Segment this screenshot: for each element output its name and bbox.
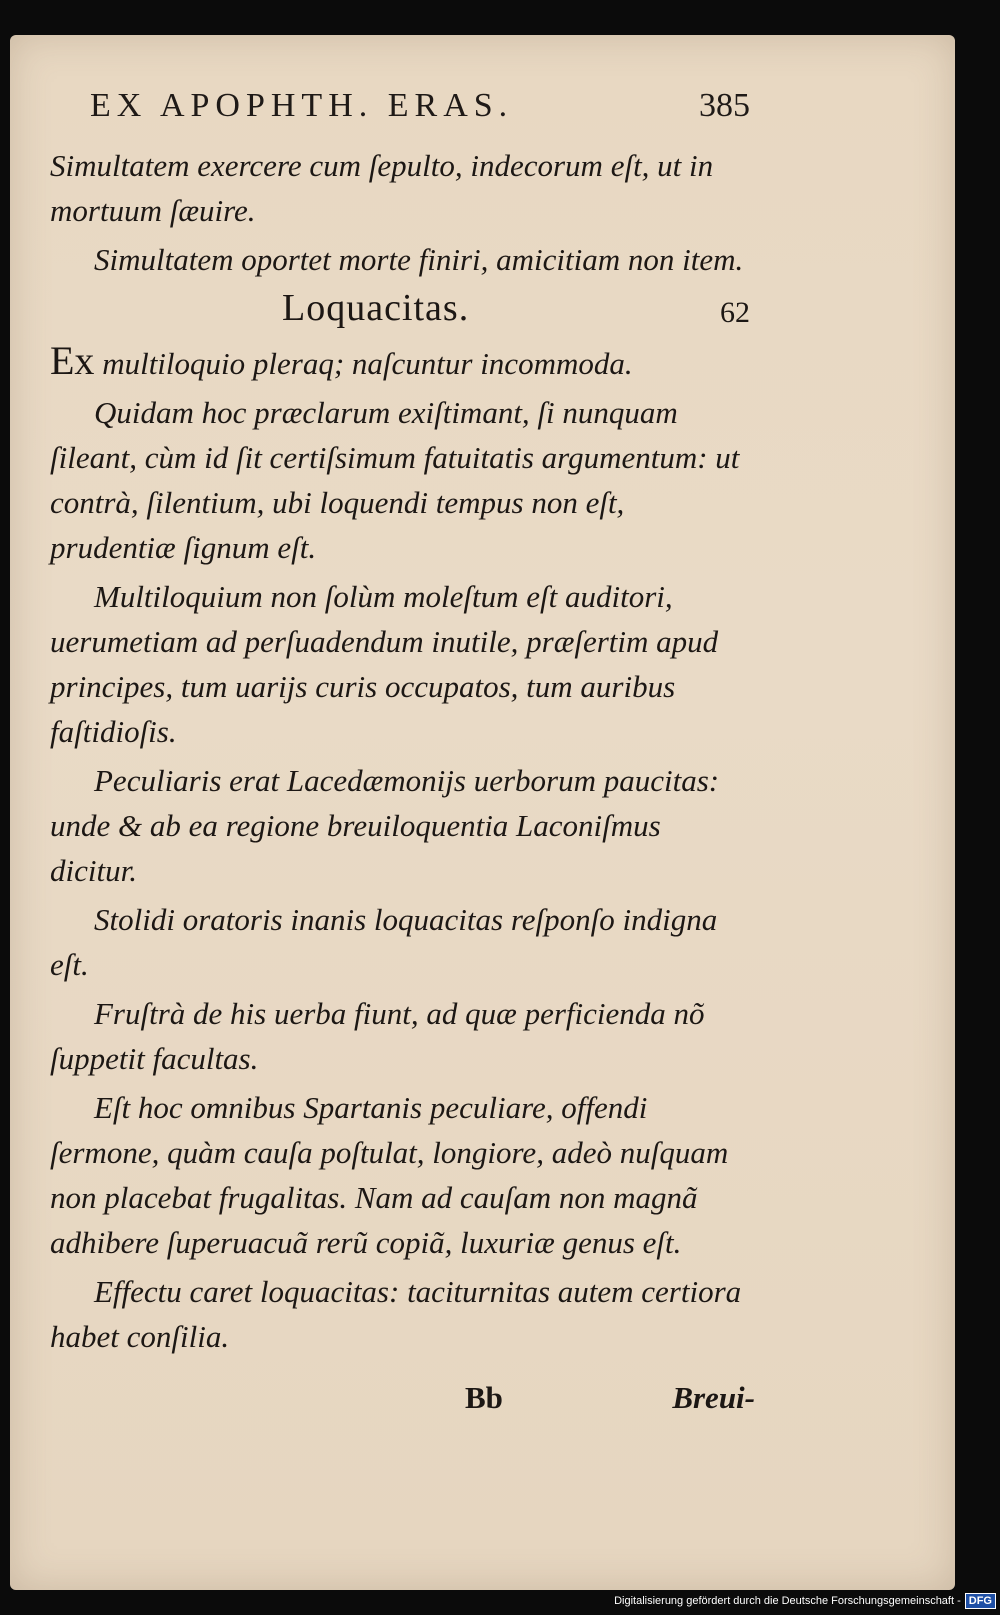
page-header (80, 87, 760, 137)
section-heading (50, 286, 750, 338)
catchword: Breui- (672, 1380, 755, 1415)
book-page (10, 35, 955, 1590)
running-head: EX APOPHTH. ERAS. (90, 87, 514, 124)
dfg-logo: DFG (965, 1593, 996, 1609)
paragraph-4: Quidam hoc præclarum exiſtimant, ſi nunquam ſileant, cùm id ſit certiſsimum fatuitatis argumentum: ut contrà, ſilentium, ubi loquendi tempus non eſt, prudentiæ ſignum eſt. (50, 395, 740, 565)
drop-cap: Ex (50, 338, 95, 383)
signature-mark: Bb (465, 1380, 503, 1415)
digitization-credit (614, 1591, 996, 1611)
credit-text: Digitalisierung gefördert durch die Deutsche Forschungsgemeinschaft - (614, 1595, 961, 1607)
page-text (50, 143, 750, 1363)
section-number: 62 (720, 296, 750, 329)
paragraph-3 (50, 338, 750, 386)
paragraph-6: Peculiaris erat Lacedæmonijs uerborum paucitas: unde & ab ea regione breuiloquentia Laconiſmus dicitur. (50, 763, 720, 888)
paragraph-8: Fruſtrà de his uerba fiunt, ad quæ perficienda nõ ſuppetit facultas. (50, 996, 705, 1076)
paragraph-7: Stolidi oratoris inanis loquacitas reſponſo indigna eſt. (50, 902, 718, 982)
page-number: 385 (699, 87, 750, 124)
paragraph-3-text: multiloquio pleraq; naſcuntur incommoda. (94, 346, 633, 381)
paragraph-9: Eſt hoc omnibus Spartanis peculiare, offendi ſermone, quàm cauſa poſtulat, longiore, adeò nuſquam non placebat frugalitas. Nam ad cauſam non magnã adhibere ſuperuacuã rerũ copiã, luxuriæ genus eſt. (50, 1090, 729, 1260)
section-title: Loquacitas. (282, 287, 470, 329)
paragraph-2: Simultatem oportet morte finiri, amicitiam non item. (94, 242, 744, 277)
paragraph-5: Multiloquium non ſolùm moleſtum eſt auditori, uerumetiam ad perſuadendum inutile, præſertim apud principes, tum uarijs curis occupatos, tum auribus faſtidioſis. (50, 579, 719, 749)
paragraph-10: Effectu caret loquacitas: taciturnitas autem certiora habet conſilia. (50, 1274, 742, 1354)
paragraph-1: Simultatem exercere cum ſepulto, indecorum eſt, ut in mortuum ſæuire. (50, 148, 714, 228)
